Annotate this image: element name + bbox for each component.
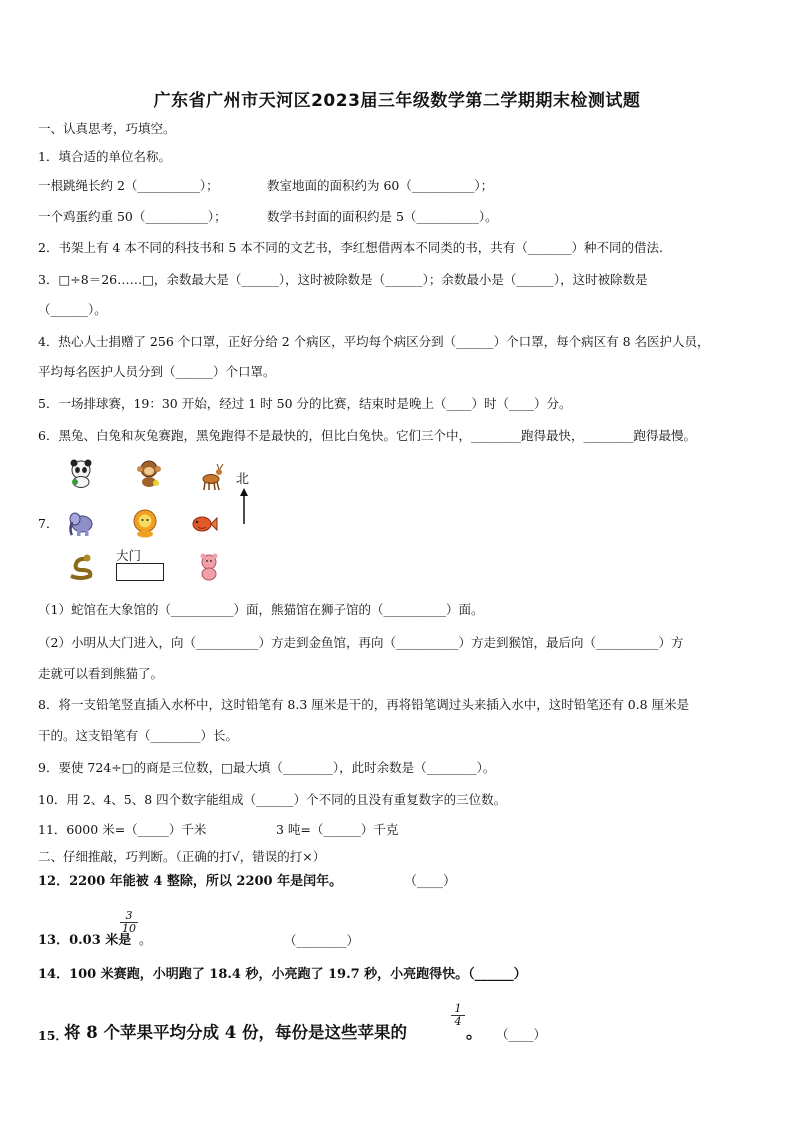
fraction-numerator: 3	[125, 909, 133, 922]
question-15-blank: （____）	[496, 1027, 547, 1042]
fraction-three-tenths	[120, 910, 138, 935]
section-heading-fill: 一、认真思考，巧填空。	[38, 121, 176, 136]
fraction-one-quarter	[451, 1003, 465, 1028]
question-13-blank: （________）	[284, 933, 360, 948]
question-15: 将 8 个苹果平均分成 4 份，每份是这些苹果的	[64, 1023, 407, 1042]
question-11-a: 11．6000 米=（_____）千米	[38, 822, 207, 837]
fraction-denominator: 10	[122, 922, 136, 935]
snake-icon	[66, 552, 96, 582]
question-7-sub1: （1）蛇馆在大象馆的（__________）面，熊猫馆在狮子馆的（__________）面。	[38, 602, 484, 617]
question-2: 2．书架上有 4 本不同的科技书和 5 本不同的文艺书，李红想借两本不同类的书，共有（_______）种不同的借法.	[38, 240, 663, 255]
question-10: 10．用 2、4、5、8 四个数字能组成（______）个不同的且没有重复数字的三位数。	[38, 792, 507, 807]
question-7-sub2b: 走就可以看到熊猫了。	[38, 666, 164, 681]
question-9: 9．要使 724÷□的商是三位数，□最大填（________），此时余数是（________）。	[38, 760, 496, 775]
north-arrow	[234, 468, 256, 526]
question-3-line1: 3．□÷8＝26……□，余数最大是（______），这时被除数是（______）；余数最小是（______），这时被除数是	[38, 272, 648, 287]
panda-icon	[66, 458, 96, 488]
question-8-line1: 8．将一支铅笔竖直插入水杯中，这时铅笔有 8.3 厘米是干的，再将铅笔调过头来插入水中，这时铅笔还有 0.8 厘米是	[38, 697, 690, 712]
question-1-head: 1．填合适的单位名称。	[38, 149, 171, 164]
question-12-blank: （____）	[404, 874, 457, 889]
north-label: 北	[236, 472, 250, 487]
question-13: 13．0.03 米是	[38, 933, 132, 948]
question-7-sub2a: （2）小明从大门进入，向（__________）方走到金鱼馆，再向（__________）方走到猴馆，最后向（__________）方	[38, 635, 684, 650]
fraction-denominator: 4	[451, 1015, 465, 1028]
question-5: 5．一场排球赛，19：30 开始，经过 1 时 50 分的比赛，结束时是晚上（____）时（____）分。	[38, 396, 572, 411]
question-8-line2: 干的。这支铅笔有（________）长。	[38, 728, 239, 743]
bear-icon	[194, 552, 224, 582]
question-3-line2: （______）。	[38, 302, 107, 317]
question-11-b: 3 吨=（______）千克	[276, 822, 399, 837]
question-4-line1: 4．热心人士捐赠了 256 个口罩，正好分给 2 个病区，平均每个病区分到（______）个口罩，每个病区有 8 名医护人员，	[38, 334, 710, 349]
fraction-numerator: 1	[454, 1002, 462, 1015]
question-12: 12．2200 年能被 4 整除，所以 2200 年是闰年。	[38, 874, 343, 889]
arrow-up-icon	[237, 488, 251, 524]
main-gate	[114, 546, 166, 582]
page-title: 广东省广州市天河区2023届三年级数学第二学期期末检测试题	[153, 91, 641, 111]
question-1-a: 一根跳绳长约 2（__________）；	[38, 178, 219, 193]
question-14: 14．100 米赛跑，小明跑了 18.4 秒，小亮跑了 19.7 秒，小亮跑得快。（______）	[38, 967, 527, 982]
question-7-number: 7．	[38, 516, 59, 531]
question-1-c: 一个鸡蛋约重 50（__________）；	[38, 209, 227, 224]
question-1-b: 教室地面的面积约为 60（__________）；	[267, 178, 494, 193]
question-6: 6．黑兔、白兔和灰兔赛跑，黑兔跑得不是最快的，但比白兔快。它们三个中，________跑得最快，________跑得最慢。	[38, 428, 696, 443]
question-15-tail: 。	[466, 1023, 483, 1042]
monkey-icon	[134, 458, 164, 488]
question-1-d: 数学书封面的面积约是 5（__________）。	[267, 209, 498, 224]
gate-box	[116, 563, 164, 581]
goldfish-icon	[188, 508, 218, 538]
elephant-icon	[66, 508, 96, 538]
question-15-number: 15．	[38, 1028, 68, 1043]
deer-icon	[196, 462, 226, 492]
question-4-line2: 平均每名医护人员分到（______）个口罩。	[38, 364, 276, 379]
section-heading-judge: 二、仔细推敲，巧判断。（正确的打√，错误的打×）	[38, 849, 326, 864]
lion-icon	[130, 508, 160, 538]
gate-label: 大门	[116, 548, 142, 563]
question-13-tail: 。	[139, 933, 153, 948]
